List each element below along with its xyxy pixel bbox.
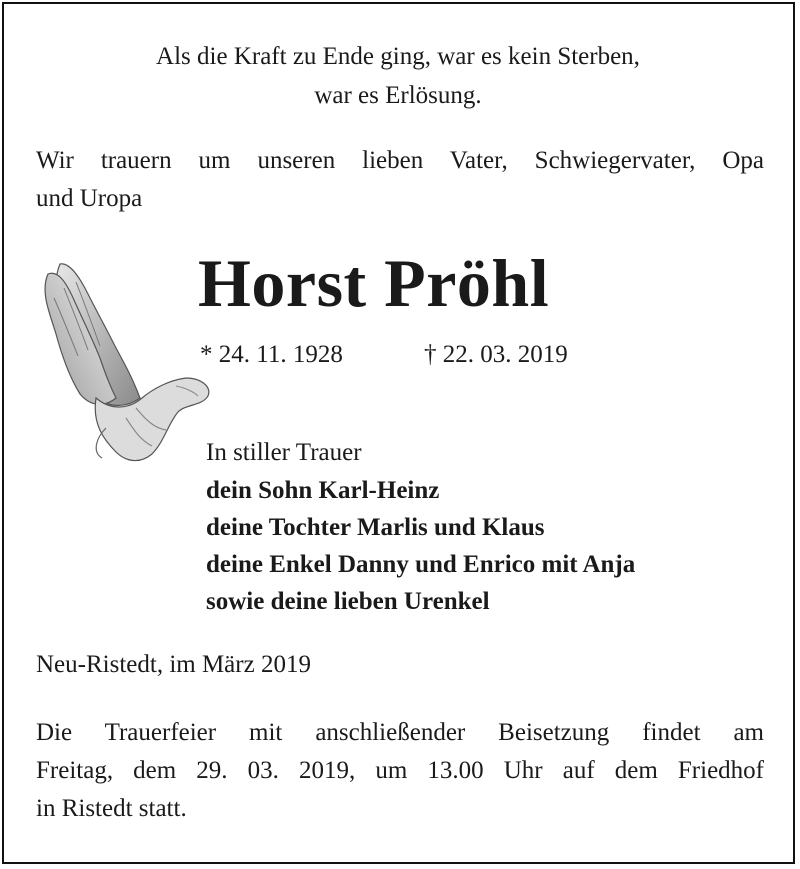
quote-line-2: war es Erlösung. <box>314 82 482 109</box>
funeral-line-2: Freitag, dem 29. 03. 2019, um 13.00 Uhr auf dem Friedhof <box>36 757 764 784</box>
intro-line-2: und Uropa <box>36 185 143 212</box>
birth-date: * 24. 11. 1928 <box>200 341 343 368</box>
deceased-name: Horst Pröhl <box>198 245 550 321</box>
mourners-heading: In stiller Trauer <box>206 439 362 466</box>
mourner-line: deine Enkel Danny und Enrico mit Anja <box>206 551 636 578</box>
death-date: † 22. 03. 2019 <box>424 341 568 368</box>
mourner-line: dein Sohn Karl-Heinz <box>206 477 440 504</box>
intro-line-1: Wir trauern um unseren lieben Vater, Schwiegervater, Opa <box>36 147 764 174</box>
funeral-line-3: in Ristedt statt. <box>36 795 187 822</box>
mourner-line: sowie deine lieben Urenkel <box>206 588 490 615</box>
quote-line-1: Als die Kraft zu Ende ging, war es kein Sterben, <box>156 43 640 70</box>
place-date: Neu-Ristedt, im März 2019 <box>36 651 311 678</box>
funeral-line-1: Die Trauerfeier mit anschließender Beisetzung findet am <box>36 719 764 746</box>
mourner-line: deine Tochter Marlis und Klaus <box>206 514 545 541</box>
praying-hands-icon <box>36 258 214 468</box>
